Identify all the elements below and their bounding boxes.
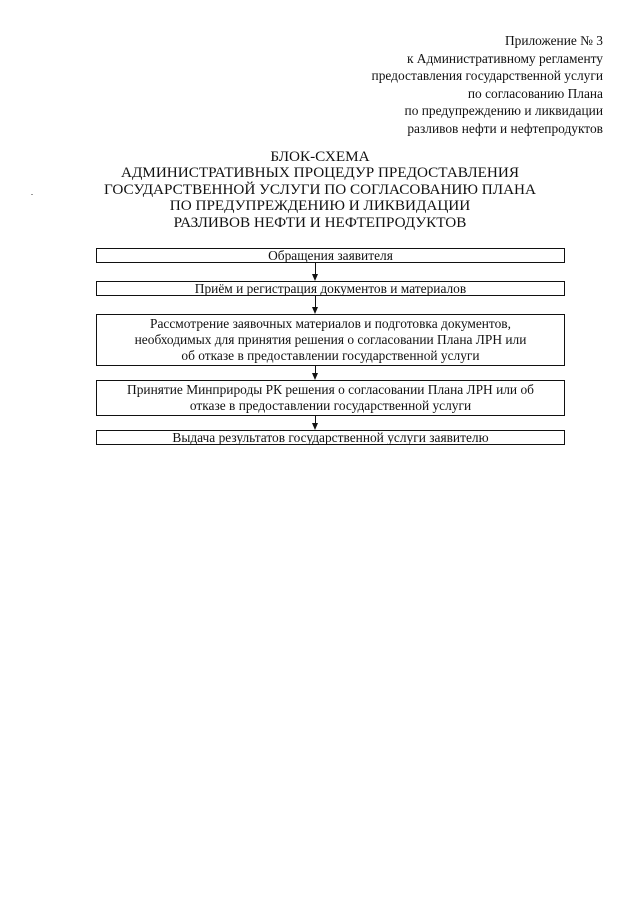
flow-step-registration [96, 281, 565, 296]
annex-header [372, 32, 603, 138]
annex-line-spills: разливов нефти и нефтепродуктов [407, 120, 603, 136]
flow-step-text: Выдача результатов государственной услуги заявителю [172, 430, 489, 445]
document-title [0, 149, 640, 231]
arrow-down-icon [312, 274, 318, 281]
flow-arrow [96, 296, 565, 314]
arrow-down-icon [312, 423, 318, 430]
flow-step-issuance [96, 430, 565, 445]
arrow-down-icon [312, 307, 318, 314]
annex-line-service: предоставления государственной услуги [371, 68, 603, 84]
flow-step-text: отказе в предоставлении государственной услуги [189, 398, 472, 413]
flow-arrow [96, 366, 565, 380]
title-line-2: АДМИНИСТРАТИВНЫХ ПРОЦЕДУР ПРЕДОСТАВЛЕНИЯ [120, 164, 519, 182]
flow-step-text: Рассмотрение заявочных материалов и подготовка документов, [150, 316, 511, 331]
flow-arrow [96, 263, 565, 281]
annex-line-prevention: по предупреждению и ликвидации [404, 103, 603, 119]
flow-step-text: Приём и регистрация документов и материалов [194, 281, 467, 296]
title-line-3: ГОСУДАРСТВЕННОЙ УСЛУГИ ПО СОГЛАСОВАНИЮ ПЛАНА [104, 180, 536, 198]
title-line-4: ПО ПРЕДУПРЕЖДЕНИЮ И ЛИКВИДАЦИИ [169, 197, 471, 215]
flowchart [96, 248, 565, 445]
flow-step-review [96, 314, 565, 366]
annex-line-number: Приложение № 3 [504, 33, 603, 48]
flow-step-application [96, 248, 565, 263]
flow-step-text: необходимых для принятия решения о согласовании Плана ЛРН или [134, 332, 527, 347]
annex-line-regulation: к Административному регламенту [406, 50, 603, 66]
flow-step-decision [96, 380, 565, 416]
title-line-1: БЛОК-СХЕМА [270, 148, 370, 165]
arrow-down-icon [312, 373, 318, 380]
flow-step-text: Обращения заявителя [268, 248, 393, 263]
flow-step-text: Принятие Минприроды РК решения о согласовании Плана ЛРН или об [127, 382, 534, 397]
title-line-5: РАЗЛИВОВ НЕФТИ И НЕФТЕПРОДУКТОВ [173, 213, 467, 231]
annex-line-approval: по согласованию Плана [467, 85, 603, 101]
flow-arrow [96, 416, 565, 430]
flow-step-text: об отказе в предоставлении государственной услуги [181, 348, 480, 363]
